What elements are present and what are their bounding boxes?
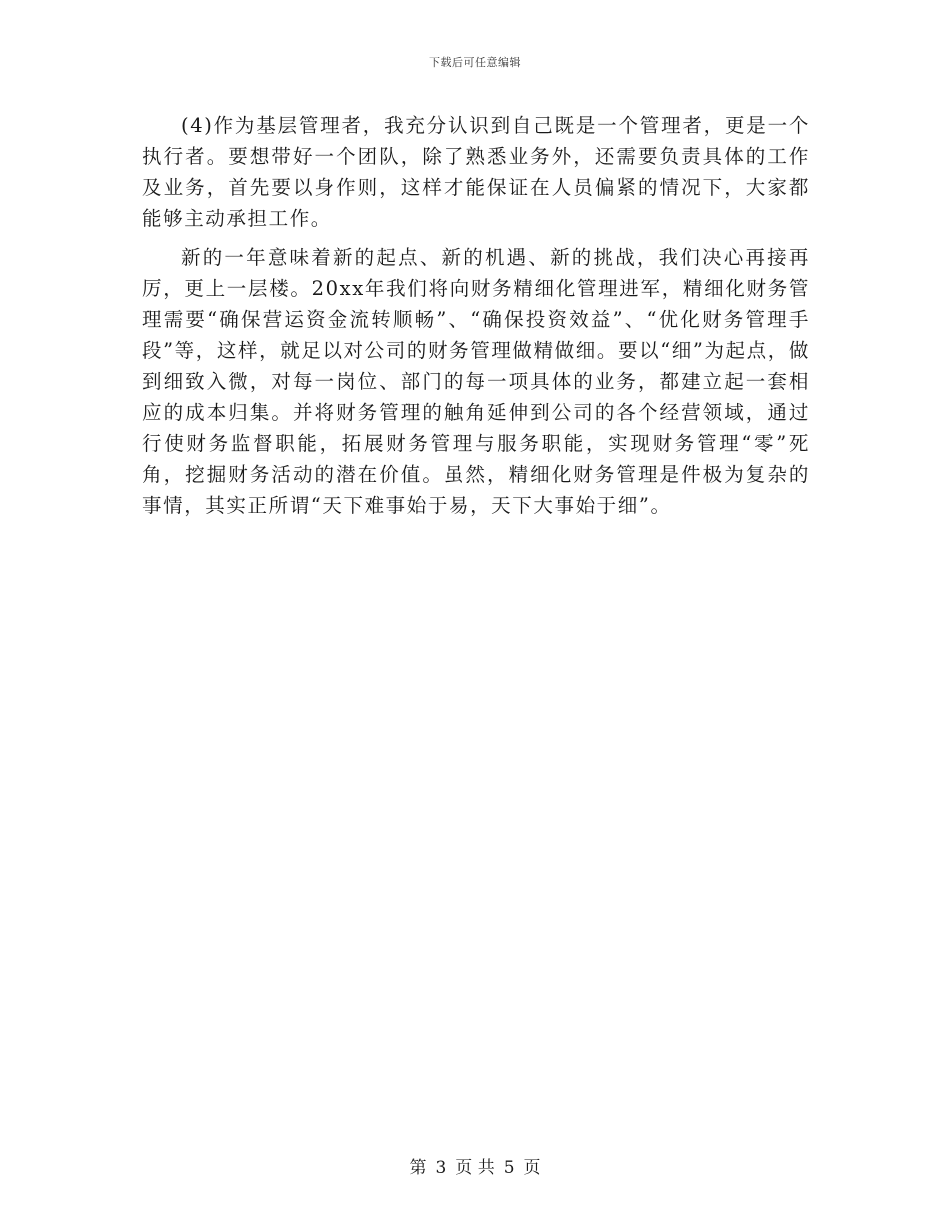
page-mid-text: 页 共 <box>455 1158 495 1178</box>
page-header <box>0 54 950 70</box>
total-pages-number: 5 <box>503 1158 515 1178</box>
paragraph: (4)作为基层管理者，我充分认识到自己既是一个管理者，更是一个执行者。要想带好一个团队，除了熟悉业务外，还需要负责具体的工作及业务，首先要以身作则，这样才能保证在人员偏紧的情况下，大家都能够主动承担工作。 <box>142 114 810 230</box>
page-suffix: 页 <box>523 1158 541 1178</box>
page-footer <box>0 1153 950 1178</box>
page-prefix: 第 <box>409 1158 427 1178</box>
current-page-number: 3 <box>435 1158 447 1178</box>
document-body <box>142 110 810 521</box>
paragraph: 新的一年意味着新的起点、新的机遇、新的挑战，我们决心再接再厉，更上一层楼。20xx年我们将向财务精细化管理进军，精细化财务管理需要“确保营运资金流转顺畅”、“确保投资效益”、“优化财务管理手段”等，这样，就足以对公司的财务管理做精做细。要以“细”为起点，做到细致入微，对每一岗位、部门的每一项具体的业务，都建立起一套相应的成本归集。并将财务管理的触角延伸到公司的各个经营领域，通过行使财务监督职能，拓展财务管理与服务职能，实现财务管理“零”死角，挖掘财务活动的潜在价值。虽然，精细化财务管理是件极为复杂的事情，其实正所谓“天下难事始于易，天下大事始于细”。 <box>142 246 810 517</box>
header-note: 下载后可任意编辑 <box>429 56 521 69</box>
